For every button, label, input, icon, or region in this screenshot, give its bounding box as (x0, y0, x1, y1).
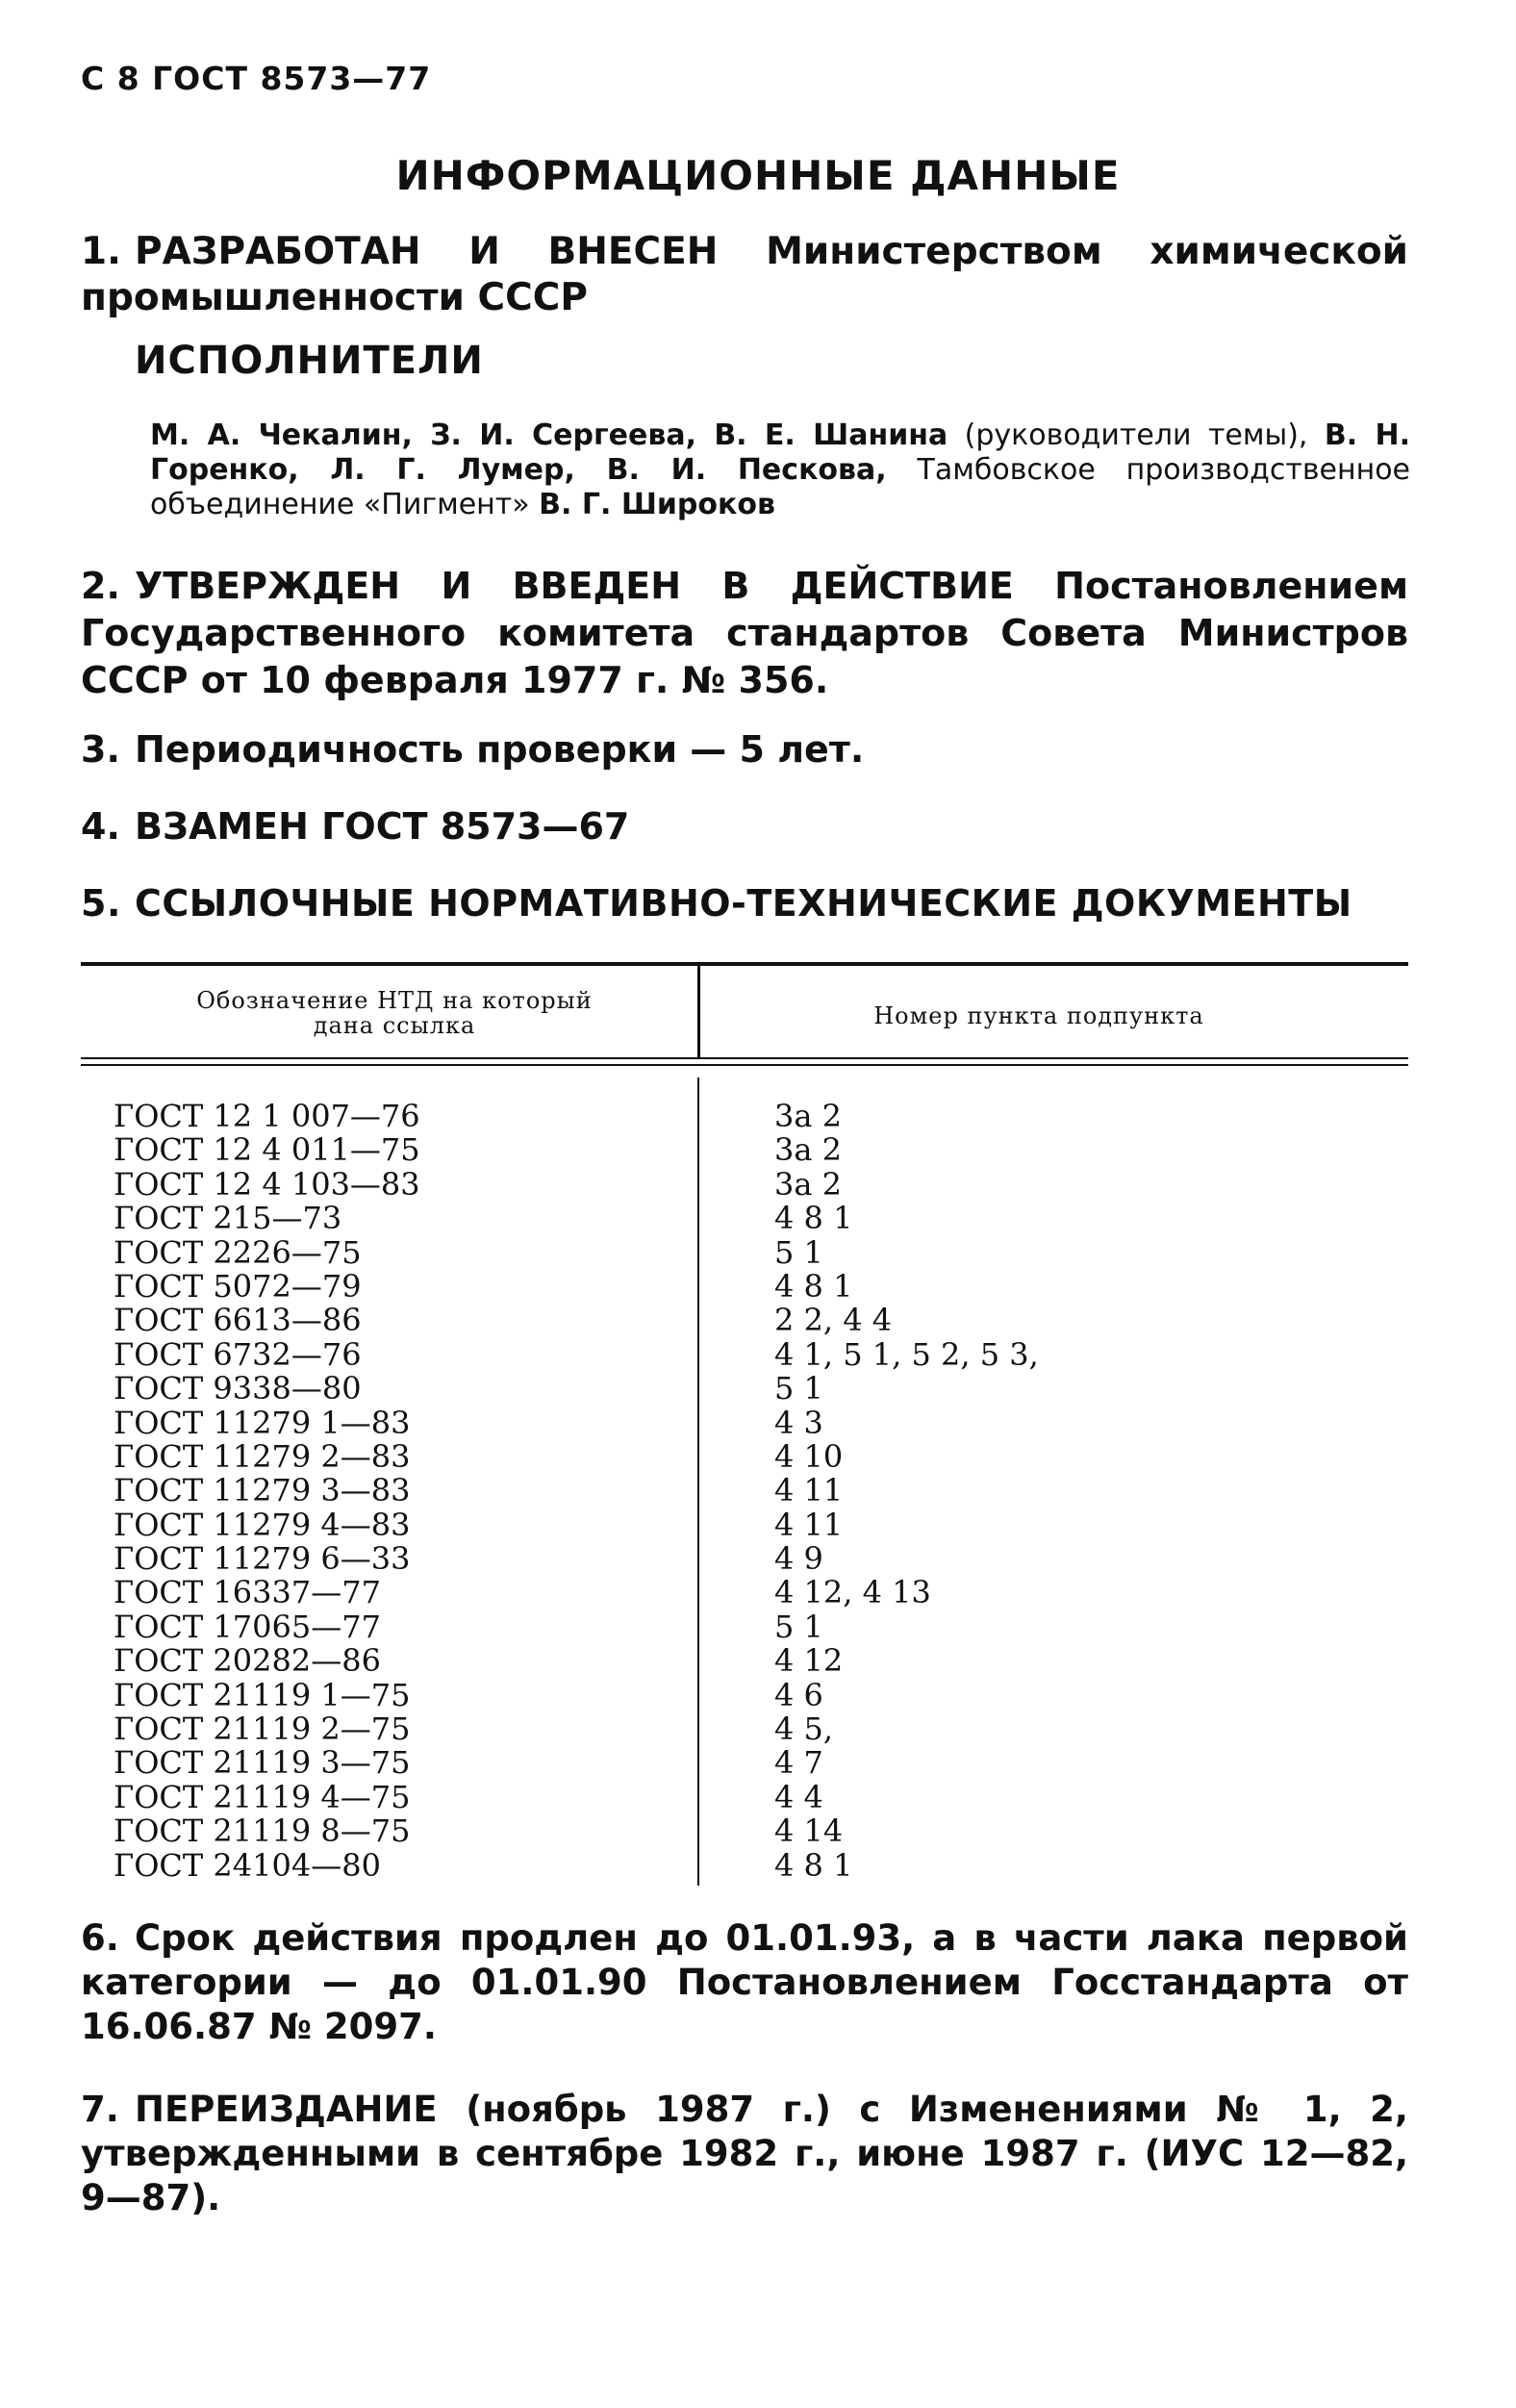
table-cell-ref: 4 11 (774, 1472, 844, 1509)
executors-names-3: В. Г. Широков (539, 488, 775, 521)
item-4-number: 4. (81, 805, 120, 848)
item-1-number: 1. (81, 230, 121, 273)
table-cell-ref: 2 2, 4 4 (774, 1302, 893, 1339)
item-2-number: 2. (81, 565, 120, 607)
item-3 (81, 726, 1408, 773)
table-cell-doc: ГОСТ 21119 8—75 (114, 1812, 411, 1850)
item-6-text: Срок действия продлен до 01.01.93, а в части лака первой категории — до 01.01.90 Постановлением Госстандарта от 16.06.87 № 2097. (81, 1917, 1408, 2047)
executors-names-2: В. Н. Горенко, Л. Г. Лумер, В. И. Пескова, (150, 418, 1410, 487)
table-cell-ref: 4 8 1 (774, 1267, 853, 1305)
table-cell-ref: 4 1, 5 1, 5 2, 5 3, (774, 1335, 1039, 1373)
table-cell-doc: ГОСТ 20282—86 (114, 1642, 381, 1680)
table-cell-ref: 4 10 (774, 1437, 844, 1475)
table-cell-ref: 4 9 (774, 1540, 823, 1578)
table-cell-doc: ГОСТ 2226—75 (114, 1233, 362, 1271)
table-cell-doc: ГОСТ 21119 4—75 (114, 1778, 411, 1815)
item-2-lead: УТВЕРЖДЕН И ВВЕДЕН В ДЕЙСТВИЕ (135, 565, 1014, 607)
executors-heading: ИСПОЛНИТЕЛИ (135, 339, 484, 383)
table-cell-doc: ГОСТ 11279 2—83 (114, 1437, 411, 1475)
item-6 (81, 1916, 1408, 2049)
table-cell-doc: ГОСТ 17065—77 (114, 1608, 381, 1645)
table-cell-doc: ГОСТ 12 4 011—75 (114, 1131, 420, 1169)
table-cell-ref: 4 8 1 (774, 1200, 853, 1237)
item-5-number: 5. (81, 882, 121, 925)
item-5 (81, 880, 1408, 926)
table-cell-doc: ГОСТ 11279 6—33 (114, 1540, 411, 1578)
item-1-text: Министерством химической промышленности СССР (81, 230, 1408, 319)
table-col1-header-line1: Обозначение НТД на который (196, 987, 593, 1014)
table-header-rule-2 (81, 1064, 1408, 1066)
item-5-text: ССЫЛОЧНЫЕ НОРМАТИВНО-ТЕХНИЧЕСКИЕ ДОКУМЕНТЫ (135, 882, 1352, 925)
table-cell-doc: ГОСТ 12 4 103—83 (114, 1165, 420, 1203)
item-7-lead: ПЕРЕИЗДАНИЕ (135, 2089, 438, 2130)
table-cell-ref: 4 3 (774, 1404, 823, 1441)
item-2-text: Постановлением Государственного комитета стандартов Совета Министров СССР от 10 февраля 1977 г. № 356. (81, 565, 1408, 701)
executors-note-2: Тамбовское производственное объединение «Пигмент» (150, 453, 1411, 521)
table-cell-doc: ГОСТ 21119 1—75 (114, 1676, 411, 1713)
table-cell-ref: 3а 2 (774, 1131, 842, 1169)
table-cell-ref: 4 14 (774, 1812, 844, 1850)
table-cell-doc: ГОСТ 11279 3—83 (114, 1472, 411, 1509)
table-cell-ref: 3а 2 (774, 1165, 842, 1203)
table-col1-header-line2: дана ссылка (313, 1012, 476, 1039)
table-cell-doc: ГОСТ 6732—76 (114, 1335, 362, 1373)
table-cell-doc: ГОСТ 6613—86 (114, 1302, 362, 1339)
item-4 (81, 803, 1408, 849)
page-title: ИНФОРМАЦИОННЫЕ ДАННЫЕ (395, 152, 1121, 199)
item-7-text: (ноябрь 1987 г.) с Изменениями № 1, 2, утвержденными в сентябре 1982 г., июне 1987 г. (ИУС 12—82, 9—87). (81, 2089, 1408, 2218)
table-cell-ref: 4 6 (774, 1676, 823, 1713)
executors-note-1: (руководители темы), (948, 418, 1325, 452)
table-cell-doc: ГОСТ 5072—79 (114, 1267, 362, 1305)
table-cell-doc: ГОСТ 11279 4—83 (114, 1506, 411, 1543)
table-cell-ref: 4 8 1 (774, 1846, 853, 1884)
table-cell-doc: ГОСТ 21119 3—75 (114, 1744, 411, 1782)
table-col1-header (125, 988, 664, 1038)
table-cell-ref: 4 12, 4 13 (774, 1574, 931, 1611)
item-1-lead: РАЗРАБОТАН И ВНЕСЕН (135, 230, 719, 273)
table-header-divider (697, 966, 700, 1057)
table-cell-ref: 3а 2 (774, 1098, 842, 1134)
item-7 (81, 2088, 1408, 2220)
table-cell-doc: ГОСТ 215—73 (114, 1200, 342, 1237)
table-col2-header: Номер пункта подпункта (873, 1002, 1204, 1029)
table-ref-column (774, 1100, 1390, 1883)
table-cell-ref: 4 5, (774, 1711, 834, 1748)
item-1 (81, 229, 1408, 321)
table-body-divider (697, 1077, 699, 1886)
table-cell-doc: ГОСТ 24104—80 (114, 1846, 381, 1884)
item-2 (81, 563, 1408, 704)
table-cell-doc: ГОСТ 11279 1—83 (114, 1404, 411, 1441)
executors-names-1: М. А. Чекалин, З. И. Сергеева, В. Е. Шанина (150, 418, 948, 452)
item-4-text: ВЗАМЕН ГОСТ 8573—67 (135, 805, 630, 848)
item-6-number: 6. (81, 1917, 119, 1959)
table-cell-ref: 5 1 (774, 1608, 823, 1645)
table-doc-column (114, 1100, 652, 1883)
table-cell-ref: 4 7 (774, 1744, 823, 1782)
table-top-rule (81, 962, 1408, 966)
table-cell-doc: ГОСТ 9338—80 (114, 1370, 362, 1407)
item-7-number: 7. (81, 2089, 119, 2130)
table-cell-doc: ГОСТ 12 1 007—76 (114, 1098, 420, 1134)
table-cell-ref: 5 1 (774, 1233, 823, 1271)
table-cell-ref: 4 4 (774, 1778, 823, 1815)
executors-list (150, 418, 1410, 522)
page-header: С 8 ГОСТ 8573—77 (81, 60, 432, 97)
table-header-rule-1 (81, 1057, 1408, 1059)
item-3-number: 3. (81, 728, 120, 771)
table-cell-ref: 5 1 (774, 1370, 823, 1407)
table-cell-doc: ГОСТ 16337—77 (114, 1574, 381, 1611)
table-cell-ref: 4 12 (774, 1642, 844, 1680)
table-cell-doc: ГОСТ 21119 2—75 (114, 1711, 411, 1748)
table-cell-ref: 4 11 (774, 1506, 844, 1543)
item-3-text: Периодичность проверки — 5 лет. (135, 728, 865, 771)
